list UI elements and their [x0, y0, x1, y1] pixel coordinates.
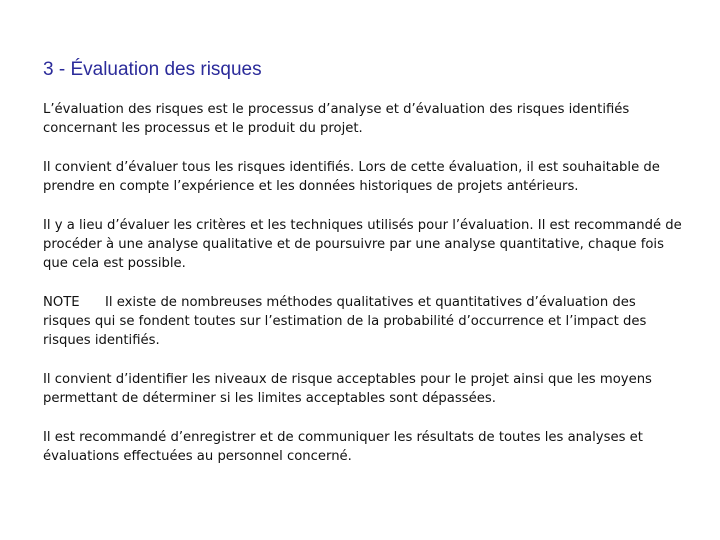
slide-title: 3 - Évaluation des risques — [43, 59, 262, 80]
note-label: NOTE — [43, 295, 80, 310]
paragraph-communication: Il est recommandé d’enregistrer et de communiquer les résultats de toutes les analyses et évaluations effectuées au personnel concerné. — [43, 430, 643, 464]
paragraph-definition: L’évaluation des risques est le processus d’analyse et d’évaluation des risques identifiés concernant les processus et le produit du projet. — [43, 102, 630, 136]
paragraph-evaluate-all: Il convient d’évaluer tous les risques identifiés. Lors de cette évaluation, il est souhaitable de prendre en compte l’expérience et les données historiques de projets antérieurs. — [43, 160, 660, 194]
note-text: Il existe de nombreuses méthodes qualitatives et quantitatives d’évaluation des risques qui se fondent toutes sur l’estimation de la probabilité d’occurrence et l’impact des risques identifiés. — [43, 295, 647, 348]
paragraph-criteria: Il y a lieu d’évaluer les critères et les techniques utilisés pour l’évaluation. Il est recommandé de procéder à une analyse qualitative et de poursuivre par une analyse quantitative, chaque fois que cela est possible. — [43, 218, 682, 271]
paragraph-acceptable-levels: Il convient d’identifier les niveaux de risque acceptables pour le projet ainsi que les moyens permettant de déterminer si les limites acceptables sont dépassées. — [43, 372, 652, 406]
slide-body — [43, 100, 683, 486]
note-paragraph — [43, 293, 683, 350]
